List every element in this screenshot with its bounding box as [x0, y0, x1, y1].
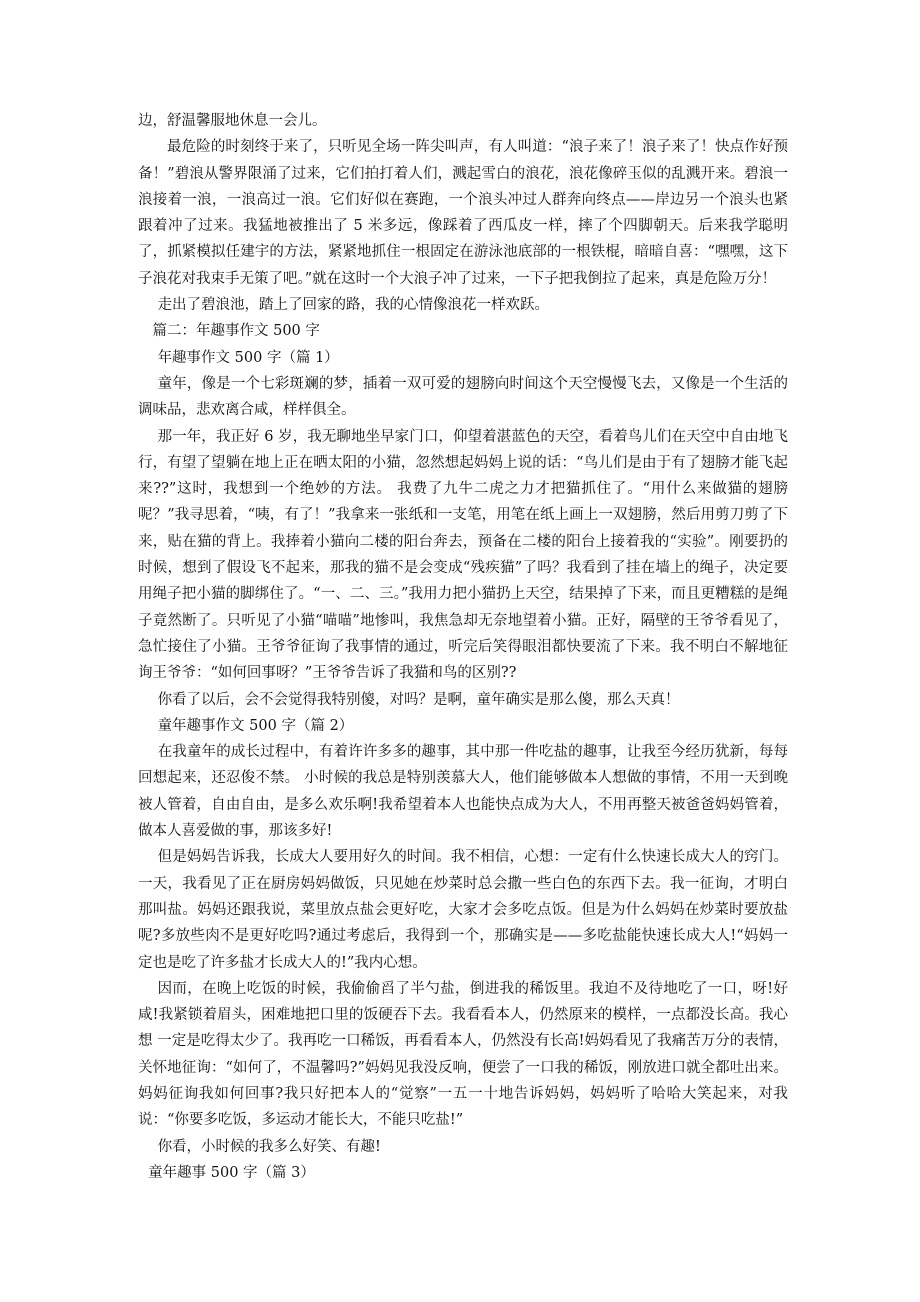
- paragraph-childhood-dream: 童年，像是一个七彩斑斓的梦，插着一双可爱的翅膀向时间这个天空慢慢飞去，又像是一个生活的调味品，悲欢离合咸，样样俱全。: [138, 375, 788, 419]
- paragraph-salt-secret: 但是妈妈告诉我，长成大人要用好久的时间。我不相信，心想：一定有什么快速长成大人的窍门。一天，我看见了正在厨房妈妈做饭，只见她在炒菜时总会撒一些白色的东西下去。我一征询，才明白那叫盐。妈妈还跟我说，菜里放点盐会更好吃，大家才会多吃点饭。但是为什么妈妈在炒菜时要放盐呢?多放些肉不是更好吃吗?通过考虑后，我得到一个，那确实是——多吃盐能快速长成大人!“妈妈一定也是吃了许多盐才长成大人的!”我内心想。: [138, 849, 788, 971]
- paragraph-eating-salt: 因而，在晚上吃饭的时候，我偷偷舀了半勺盐，倒进我的稀饭里。我迫不及待地吃了一口，呀!好咸!我紧锁着眉头，困难地把口里的饭硬吞下去。我看看本人，仍然原来的模样，一点都没长高。我心想 一定是吃得太少了。我再吃一口稀饭，再看看本人，仍然没有长高!妈妈看见了我痛苦万分的表情，关怀地征询：“如何了，不温馨吗?”妈妈见我没反响，便尝了一口我的稀饭，刚放进口就全都吐出来。妈妈征询我如何回事?我只好把本人的“觉察”一五一十地告诉妈妈，妈妈听了哈哈大笑起来，对我说：“你要多吃饭，多运动才能长大，不能只吃盐!”: [138, 980, 788, 1129]
- paragraph-silly-childhood: 你看了以后，会不会觉得我特别傻，对吗？是啊，童年确实是那么傻，那么天真！: [157, 691, 680, 708]
- document-page: [138, 108, 788, 1186]
- paragraph-dangerous-moment: 最危险的时刻终于来了，只听见全场一阵尖叫声，有人叫道：“浪子来了！浪子来了！快点作好预备！”碧浪从警界限涌了过来，它们拍打着人们，溅起雪白的浪花，浪花像碎玉似的乱溅开来。碧浪一浪接着一浪，一浪高过一浪。它们好似在赛跑，一个浪头冲过人群奔向终点——岸边另一个浪头也紧跟着冲了过来。我猛地被推出了 5 米多远，像踩着了西瓜皮一样，摔了个四脚朝天。后来我学聪明了，抓紧模拟任建宇的方法，紧紧地抓住一根固定在游泳池底部的一根铁棍，暗暗自喜：“嘿嘿，这下子浪花对我束手无策了吧。”就在这时一个大浪子冲了过来，一下子把我倒拉了起来，真是危险万分！: [138, 139, 788, 287]
- paragraph-salt-story-intro: 在我童年的成长过程中，有着许许多多的趣事，其中那一件吃盐的趣事，让我至今经历犹新，每每回想起来，还忍俊不禁。 小时候的我总是特别羡慕大人，他们能够做本人想做的事情，不用一天到晚被人管着，自由自由，是多么欢乐啊!我希望着本人也能快点成为大人，不用再整天被爸爸妈妈管着，做本人喜爱做的事，那该多好!: [138, 744, 788, 840]
- paragraph-intro-end: 边，舒温馨服地休息一会儿。: [138, 113, 327, 129]
- essay-title-3: 童年趣事 500 字（篇 3）: [148, 1164, 315, 1181]
- paragraph-going-home: 走出了碧浪池，踏上了回家的路，我的心情像浪花一样欢跃。: [157, 297, 550, 314]
- section-heading: 篇二：年趣事作文 500 字: [152, 323, 320, 340]
- paragraph-cat-wings: 那一年，我正好 6 岁，我无聊地坐早家门口，仰望着湛蓝色的天空，看着鸟儿们在天空中自由地飞行，有望了望躺在地上正在晒太阳的小猫，忽然想起妈妈上说的话：“鸟儿们是由于有了翅膀才能飞起来??”这时，我想到一个绝妙的方法。 我费了九牛二虎之力才把猫抓住了。“用什么来做猫的翅膀呢？”我寻思着，“咦，有了！”我拿来一张纸和一支笔，用笔在纸上画上一双翅膀，然后用剪刀剪了下来，贴在猫的背上。我捧着小猫向二楼的阳台奔去，预备在二楼的阳台上接着我的“实验”。刚要扔的时候，想到了假设飞不起来，那我的猫不是会变成“残疾猫”了吗？我看到了挂在墙上的绳子，决定要用绳子把小猫的脚绑住了。“一、二、三。”我用力把小猫扔上天空，结果掉了下来，而且更糟糕的是绳子竟然断了。只听见了小猫“喵喵”地惨叫，我焦急却无奈地望着小猫。正好，隔壁的王爷爷看见了，急忙接住了小猫。王爷爷征询了我事情的通过，听完后笑得眼泪都快要流了下来。我不明白不解地征询王爷爷：“如何回事呀？”王爷爷告诉了我猫和鸟的区别??: [138, 428, 788, 682]
- essay-title-1: 年趣事作文 500 字（篇 1）: [157, 349, 339, 366]
- paragraph-funny-childhood: 你看，小时候的我多么好笑、有趣!: [157, 1138, 381, 1155]
- essay-title-2: 童年趣事作文 500 字（篇 2）: [157, 717, 354, 734]
